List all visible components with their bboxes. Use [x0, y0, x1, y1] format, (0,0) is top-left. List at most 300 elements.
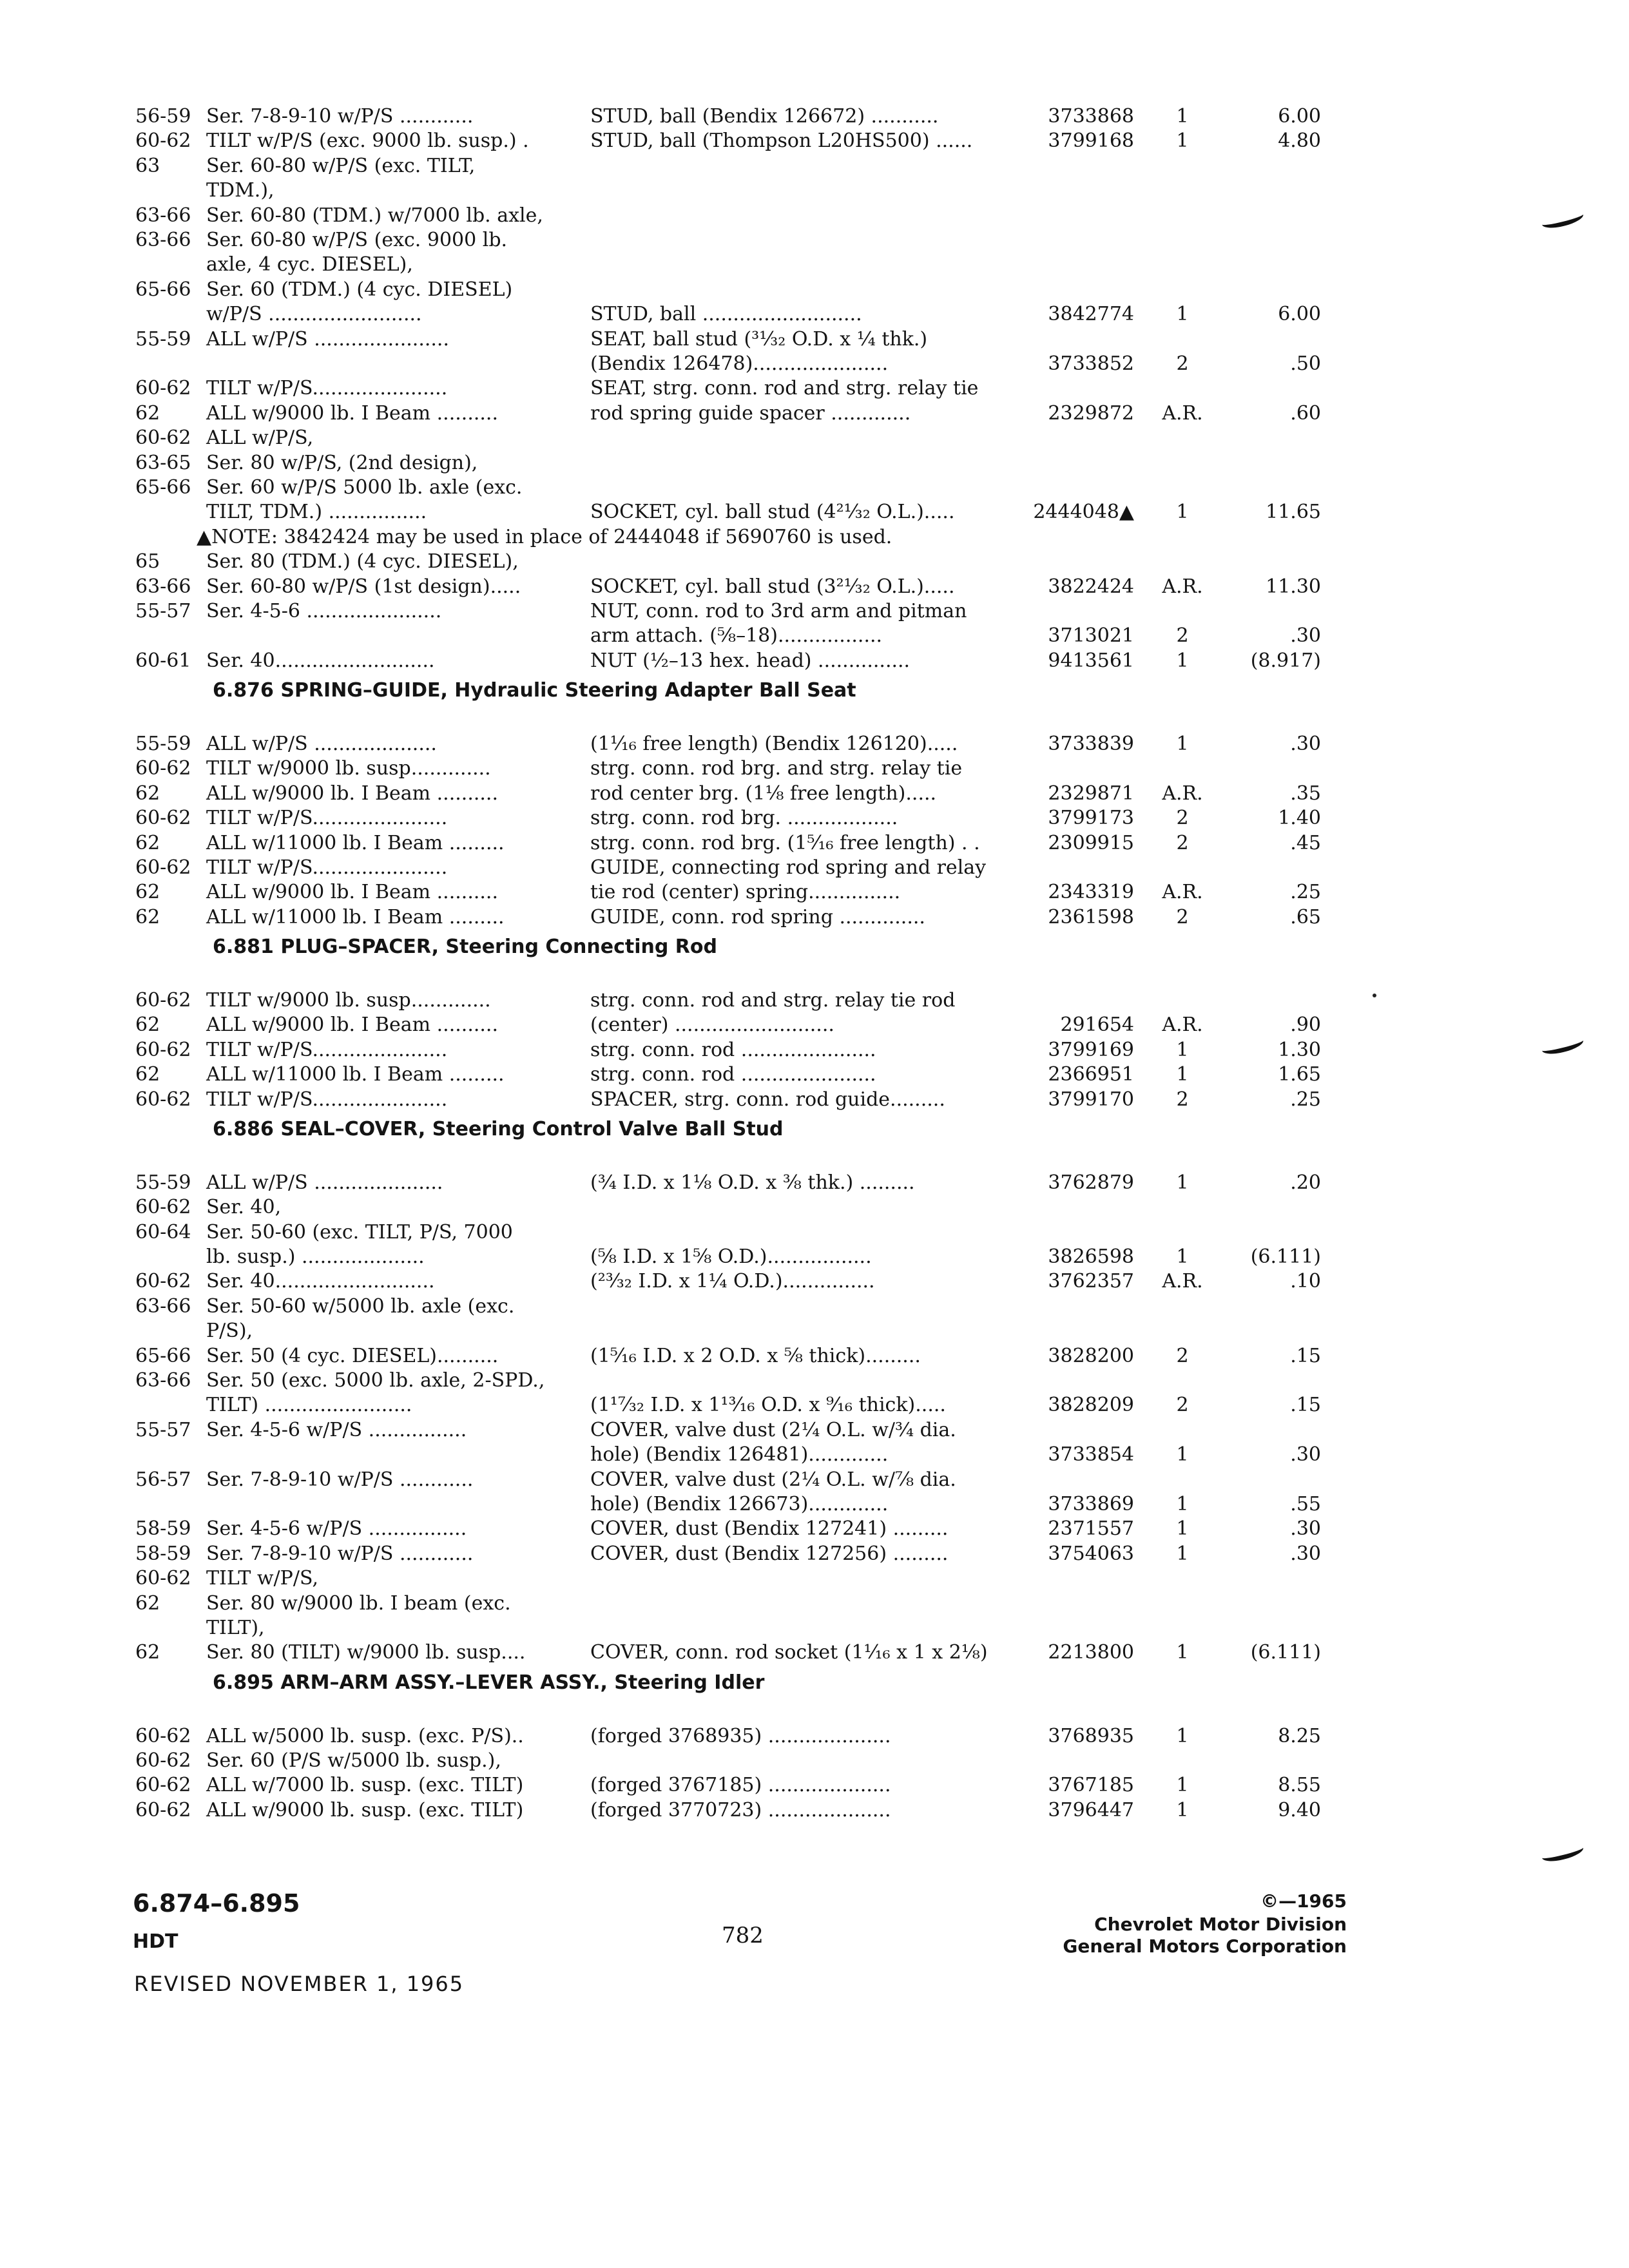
application: Ser. 60-80 w/P/S (1st design)..... [206, 575, 521, 598]
part-row [135, 1542, 1360, 1566]
binding-mark [1540, 1841, 1585, 1864]
quantity: A.R. [1162, 575, 1203, 598]
part-description: (1⁵⁄₁₆ I.D. x 2 O.D. x ⅝ thick)......... [590, 1345, 921, 1367]
part-row [135, 426, 1360, 450]
part-number: 291654 [1060, 1014, 1134, 1036]
quantity: 1 [1176, 1641, 1189, 1664]
model-years: 60-62 [135, 856, 191, 879]
model-years: 63-66 [135, 1369, 191, 1392]
part-number: 2213800 [1048, 1641, 1134, 1664]
part-description: STUD, ball .......................... [590, 303, 862, 325]
application: TILT), [206, 1617, 265, 1639]
part-description: (forged 3767185) .................... [590, 1774, 891, 1796]
part-number: 2329872 [1048, 402, 1134, 425]
part-description: SOCKET, cyl. ball stud (4²¹⁄₃₂ O.L.)..... [590, 501, 955, 523]
part-description: strg. conn. rod ...................... [590, 1039, 876, 1061]
part-description: SPACER, strg. conn. rod guide......... [590, 1088, 945, 1111]
part-description: STUD, ball (Bendix 126672) ........... [590, 105, 939, 128]
application: Ser. 60 w/P/S 5000 lb. axle (exc. [206, 476, 523, 499]
application: Ser. 40, [206, 1196, 282, 1218]
price: .50 [1290, 352, 1321, 375]
part-description: strg. conn. rod and strg. relay tie rod [590, 989, 956, 1012]
application: ALL w/9000 lb. I Beam .......... [206, 1014, 499, 1036]
part-description: hole) (Bendix 126673)............. [590, 1493, 889, 1515]
application: ALL w/11000 lb. I Beam ......... [206, 832, 505, 854]
part-number: 2361598 [1048, 906, 1134, 928]
part-description: rod spring guide spacer ............. [590, 402, 911, 425]
model-years: 60-62 [135, 989, 191, 1012]
application: lb. susp.) .................... [206, 1245, 425, 1268]
price: .20 [1290, 1171, 1321, 1194]
model-years: 58-59 [135, 1517, 191, 1540]
model-years: 65-66 [135, 278, 191, 301]
application: TILT w/P/S...................... [206, 1088, 448, 1111]
application: Ser. 40.......................... [206, 649, 435, 672]
price: .30 [1290, 733, 1321, 755]
part-row [135, 1369, 1360, 1393]
part-number: 3799168 [1048, 130, 1134, 152]
model-years: 60-62 [135, 130, 191, 152]
price: 4.80 [1278, 130, 1321, 152]
application: Ser. 4-5-6 w/P/S ................ [206, 1419, 467, 1441]
part-row [135, 476, 1360, 500]
part-description: hole) (Bendix 126481)............. [590, 1443, 889, 1466]
application: TILT w/9000 lb. susp............. [206, 989, 491, 1012]
model-years: 65-66 [135, 1345, 191, 1367]
part-row [135, 278, 1360, 302]
application: ALL w/11000 lb. I Beam ......... [206, 906, 505, 928]
part-row [135, 1566, 1360, 1591]
part-row [135, 624, 1360, 648]
application: ALL w/9000 lb. I Beam .......... [206, 402, 499, 425]
part-number: 3754063 [1048, 1542, 1134, 1565]
quantity: 1 [1176, 1774, 1189, 1796]
part-number: 3828209 [1048, 1394, 1134, 1416]
part-row [135, 253, 1360, 277]
application: ALL w/P/S ...................... [206, 328, 450, 351]
application: Ser. 4-5-6 ...................... [206, 600, 442, 622]
part-number: 2309915 [1048, 832, 1134, 854]
part-number: 2343319 [1048, 881, 1134, 903]
part-description: strg. conn. rod ...................... [590, 1063, 876, 1086]
quantity: 2 [1176, 1345, 1189, 1367]
part-description: strg. conn. rod brg. .................. [590, 807, 898, 829]
application: ALL w/9000 lb. I Beam .......... [206, 782, 499, 805]
application: Ser. 60-80 (TDM.) w/7000 lb. axle, [206, 204, 543, 227]
part-number: 3796447 [1048, 1799, 1134, 1821]
application: ALL w/P/S .................... [206, 733, 437, 755]
model-years: 63 [135, 155, 160, 177]
model-years: 55-57 [135, 1419, 191, 1441]
application: TDM.), [206, 179, 275, 202]
part-row [135, 1319, 1360, 1343]
section-heading: 6.876 SPRING–GUIDE, Hydraulic Steering Adapter Ball Seat [213, 679, 856, 702]
part-row [135, 1013, 1360, 1037]
part-row [135, 756, 1360, 781]
model-years: 55-59 [135, 328, 191, 351]
application: Ser. 7-8-9-10 w/P/S ............ [206, 1468, 474, 1491]
price: .90 [1290, 1014, 1321, 1036]
quantity: 2 [1176, 352, 1189, 375]
model-years: 60-62 [135, 377, 191, 399]
model-years: 63-66 [135, 204, 191, 227]
page-number: 782 [722, 1923, 764, 1948]
model-years: 60-62 [135, 1088, 191, 1111]
part-description: (center) .......................... [590, 1014, 834, 1036]
quantity: 1 [1176, 733, 1189, 755]
part-description: COVER, conn. rod socket (1¹⁄₁₆ x 1 x 2⅛) [590, 1641, 988, 1664]
application: Ser. 40.......................... [206, 1270, 435, 1293]
model-years: 60-62 [135, 1039, 191, 1061]
model-years: 60-62 [135, 427, 191, 449]
quantity: 1 [1176, 1799, 1189, 1821]
price: .30 [1290, 1542, 1321, 1565]
model-years: 60-62 [135, 1774, 191, 1796]
application: ALL w/P/S ..................... [206, 1171, 443, 1194]
part-number: 3713021 [1048, 624, 1134, 647]
price: .60 [1290, 402, 1321, 425]
part-description: (1¹⁄₁₆ free length) (Bendix 126120)..... [590, 733, 958, 755]
price: .35 [1290, 782, 1321, 805]
model-years: 60-64 [135, 1221, 191, 1244]
model-years: 63-66 [135, 229, 191, 251]
part-row [135, 806, 1360, 831]
part-description: rod center brg. (1⅛ free length)..... [590, 782, 937, 805]
quantity: 1 [1176, 1443, 1189, 1466]
model-years: 62 [135, 782, 160, 805]
part-description: GUIDE, conn. rod spring .............. [590, 906, 925, 928]
part-number: 3762357 [1048, 1270, 1134, 1293]
model-years: 65-66 [135, 476, 191, 499]
part-description: COVER, valve dust (2¼ O.L. w/⅞ dia. [590, 1468, 956, 1491]
part-row [135, 1294, 1360, 1319]
application: ALL w/7000 lb. susp. (exc. TILT) [206, 1774, 524, 1796]
part-description: NUT (½–13 hex. head) ............... [590, 649, 911, 672]
price: .15 [1290, 1394, 1321, 1416]
part-row [135, 1640, 1360, 1665]
application: TILT w/P/S (exc. 9000 lb. susp.) . [206, 130, 529, 152]
quantity: 1 [1176, 1493, 1189, 1515]
application: Ser. 50-60 w/5000 lb. axle (exc. [206, 1295, 515, 1318]
model-years: 55-57 [135, 600, 191, 622]
price: 1.40 [1278, 807, 1321, 829]
part-row [135, 1517, 1360, 1541]
quantity: A.R. [1162, 1270, 1203, 1293]
price: .15 [1290, 1345, 1321, 1367]
part-row [135, 1749, 1360, 1773]
model-years: 62 [135, 1592, 160, 1615]
part-number: 3733869 [1048, 1493, 1134, 1515]
price: 11.65 [1266, 501, 1321, 523]
part-description: (⅝ I.D. x 1⅝ O.D.)................. [590, 1245, 872, 1268]
section-heading: 6.886 SEAL–COVER, Steering Control Valve Ball Stud [213, 1118, 784, 1140]
price: 6.00 [1278, 105, 1321, 128]
application: Ser. 50 (4 cyc. DIESEL).......... [206, 1345, 499, 1367]
model-years: 60-62 [135, 1270, 191, 1293]
part-number: 3768935 [1048, 1725, 1134, 1747]
price: .10 [1290, 1270, 1321, 1293]
note-row [135, 525, 1360, 550]
price: 1.65 [1278, 1063, 1321, 1086]
part-row [135, 649, 1360, 673]
copyright: ©—1965 [1260, 1890, 1347, 1912]
model-years: 60-62 [135, 1196, 191, 1218]
application: Ser. 80 (TDM.) (4 cyc. DIESEL), [206, 550, 519, 573]
application: Ser. 60-80 w/P/S (exc. TILT, [206, 155, 476, 177]
division-name: Chevrolet Motor Division [1094, 1914, 1347, 1935]
part-description: (¾ I.D. x 1⅛ O.D. x ⅜ thk.) ......... [590, 1171, 915, 1194]
application: TILT w/P/S...................... [206, 1039, 448, 1061]
model-years: 58-59 [135, 1542, 191, 1565]
part-number: 2371557 [1048, 1517, 1134, 1540]
part-row [135, 178, 1360, 203]
part-row [135, 905, 1360, 930]
quantity: 1 [1176, 303, 1189, 325]
price: 8.25 [1278, 1725, 1321, 1747]
part-description: SEAT, strg. conn. rod and strg. relay tie [590, 377, 979, 399]
quantity: 2 [1176, 624, 1189, 647]
application: Ser. 50 (exc. 5000 lb. axle, 2-SPD., [206, 1369, 545, 1392]
part-row [135, 500, 1360, 524]
application: Ser. 50-60 (exc. TILT, P/S, 7000 [206, 1221, 513, 1244]
part-row [135, 376, 1360, 401]
part-description: (1¹⁷⁄₃₂ I.D. x 1¹³⁄₁₆ O.D. x ⁹⁄₁₆ thick)..... [590, 1394, 946, 1416]
model-years: 60-62 [135, 1799, 191, 1821]
quantity: 2 [1176, 807, 1189, 829]
price: .25 [1290, 1088, 1321, 1111]
part-row [135, 1245, 1360, 1269]
application: Ser. 60 (TDM.) (4 cyc. DIESEL) [206, 278, 513, 301]
model-years: 62 [135, 1063, 160, 1086]
part-row [135, 732, 1360, 756]
section-heading: 6.895 ARM–ARM ASSY.–LEVER ASSY., Steering Idler [213, 1671, 765, 1694]
revision-date: REVISED NOVEMBER 1, 1965 [134, 1972, 465, 1996]
model-years: 55-59 [135, 733, 191, 755]
part-row [135, 988, 1360, 1013]
quantity: 1 [1176, 1245, 1189, 1268]
part-number: 2444048▲ [1033, 501, 1134, 523]
application: TILT) ........................ [206, 1394, 412, 1416]
part-row [135, 401, 1360, 426]
model-years: 62 [135, 1641, 160, 1664]
part-description: (forged 3770723) .................... [590, 1799, 891, 1821]
part-number: 3799170 [1048, 1088, 1134, 1111]
quantity: 1 [1176, 649, 1189, 672]
part-number: 2366951 [1048, 1063, 1134, 1086]
part-description: strg. conn. rod brg. and strg. relay tie [590, 757, 963, 780]
quantity: 2 [1176, 906, 1189, 928]
catalog-code: HDT [133, 1930, 178, 1953]
application: TILT w/P/S...................... [206, 377, 448, 399]
binding-mark [1540, 1033, 1585, 1057]
part-row [135, 575, 1360, 599]
part-description: (forged 3768935) .................... [590, 1725, 891, 1747]
part-description: (Bendix 126478)...................... [590, 352, 889, 375]
part-row [135, 1418, 1360, 1443]
part-number: 3842774 [1048, 303, 1134, 325]
part-row [135, 1195, 1360, 1220]
part-description: COVER, dust (Bendix 127256) ......... [590, 1542, 949, 1565]
quantity: 1 [1176, 1063, 1189, 1086]
application: ALL w/P/S, [206, 427, 314, 449]
price: .30 [1290, 1443, 1321, 1466]
application: Ser. 7-8-9-10 w/P/S ............ [206, 1542, 474, 1565]
part-row [135, 1344, 1360, 1369]
price: 11.30 [1266, 575, 1321, 598]
part-number: 3767185 [1048, 1774, 1134, 1796]
quantity: 2 [1176, 1088, 1189, 1111]
quantity: 1 [1176, 1171, 1189, 1194]
price: .65 [1290, 906, 1321, 928]
model-years: 62 [135, 906, 160, 928]
part-description: COVER, dust (Bendix 127241) ......... [590, 1517, 949, 1540]
quantity: 1 [1176, 130, 1189, 152]
part-row [135, 204, 1360, 228]
application: TILT, TDM.) ................ [206, 501, 427, 523]
part-description: (²³⁄₃₂ I.D. x 1¼ O.D.)............... [590, 1270, 875, 1293]
part-number: 3822424 [1048, 575, 1134, 598]
model-years: 60-62 [135, 757, 191, 780]
quantity: A.R. [1162, 1014, 1203, 1036]
part-row [135, 1468, 1360, 1492]
part-row [135, 880, 1360, 905]
part-number: 3733868 [1048, 105, 1134, 128]
model-years: 65 [135, 550, 160, 573]
part-row [135, 1269, 1360, 1294]
part-number: 3826598 [1048, 1245, 1134, 1268]
part-number: 3799173 [1048, 807, 1134, 829]
quantity: A.R. [1162, 402, 1203, 425]
model-years: 62 [135, 402, 160, 425]
part-description: tie rod (center) spring............... [590, 881, 901, 903]
part-row [135, 228, 1360, 253]
part-description: arm attach. (⅝–18)................. [590, 624, 883, 647]
application: ALL w/9000 lb. susp. (exc. TILT) [206, 1799, 524, 1821]
quantity: 2 [1176, 1394, 1189, 1416]
model-years: 60-62 [135, 1725, 191, 1747]
application: Ser. 60-80 w/P/S (exc. 9000 lb. [206, 229, 508, 251]
model-years: 60-62 [135, 1567, 191, 1590]
part-description: SEAT, ball stud (³¹⁄₃₂ O.D. x ¼ thk.) [590, 328, 928, 351]
part-number: 3799169 [1048, 1039, 1134, 1061]
quantity: 1 [1176, 1542, 1189, 1565]
part-row [135, 129, 1360, 153]
model-years: 63-66 [135, 1295, 191, 1318]
part-row [135, 1616, 1360, 1640]
part-row [135, 352, 1360, 376]
part-row [135, 856, 1360, 880]
binding-mark [1540, 207, 1585, 231]
part-row [135, 1062, 1360, 1087]
application: P/S), [206, 1320, 253, 1342]
model-years: 55-59 [135, 1171, 191, 1194]
application: TILT w/P/S, [206, 1567, 318, 1590]
part-row [135, 1443, 1360, 1467]
note-text: ▲NOTE: 3842424 may be used in place of 2444048 if 5690760 is used. [197, 526, 892, 548]
model-years: 62 [135, 832, 160, 854]
price: 1.30 [1278, 1039, 1321, 1061]
model-years: 63-65 [135, 452, 191, 474]
price: 8.55 [1278, 1774, 1321, 1796]
page-section-range: 6.874–6.895 [133, 1889, 300, 1917]
price: (8.917) [1250, 649, 1321, 672]
part-description: NUT, conn. rod to 3rd arm and pitman [590, 600, 967, 622]
quantity: 2 [1176, 832, 1189, 854]
speck [1373, 994, 1376, 997]
application: Ser. 7-8-9-10 w/P/S ............ [206, 105, 474, 128]
application: ALL w/5000 lb. susp. (exc. P/S).. [206, 1725, 524, 1747]
quantity: 1 [1176, 1517, 1189, 1540]
application: ALL w/11000 lb. I Beam ......... [206, 1063, 505, 1086]
part-row [135, 1492, 1360, 1517]
part-row [135, 1591, 1360, 1616]
application: w/P/S ......................... [206, 303, 422, 325]
part-number: 9413561 [1048, 649, 1134, 672]
part-number: 3733839 [1048, 733, 1134, 755]
quantity: 1 [1176, 105, 1189, 128]
price: (6.111) [1250, 1245, 1321, 1268]
application: Ser. 60 (P/S w/5000 lb. susp.), [206, 1749, 501, 1772]
application: ALL w/9000 lb. I Beam .......... [206, 881, 499, 903]
part-number: 3733852 [1048, 352, 1134, 375]
price: .30 [1290, 624, 1321, 647]
part-row [135, 1171, 1360, 1195]
price: 6.00 [1278, 303, 1321, 325]
application: axle, 4 cyc. DIESEL), [206, 253, 413, 276]
section-heading: 6.881 PLUG–SPACER, Steering Connecting Rod [213, 936, 717, 958]
application: Ser. 80 w/P/S, (2nd design), [206, 452, 478, 474]
quantity: 1 [1176, 1039, 1189, 1061]
application: TILT w/P/S...................... [206, 856, 448, 879]
model-years: 56-59 [135, 105, 191, 128]
price: .25 [1290, 881, 1321, 903]
quantity: A.R. [1162, 881, 1203, 903]
price: .55 [1290, 1493, 1321, 1515]
model-years: 63-66 [135, 575, 191, 598]
part-description: COVER, valve dust (2¼ O.L. w/¾ dia. [590, 1419, 956, 1441]
application: Ser. 80 (TILT) w/9000 lb. susp.... [206, 1641, 526, 1664]
model-years: 62 [135, 881, 160, 903]
model-years: 56-57 [135, 1468, 191, 1491]
application: TILT w/9000 lb. susp............. [206, 757, 491, 780]
part-number: 3828200 [1048, 1345, 1134, 1367]
price: (6.111) [1250, 1641, 1321, 1664]
application: Ser. 80 w/9000 lb. I beam (exc. [206, 1592, 511, 1615]
part-description: SOCKET, cyl. ball stud (3²¹⁄₃₂ O.L.)..... [590, 575, 955, 598]
quantity: 1 [1176, 501, 1189, 523]
part-row [135, 599, 1360, 624]
price: 9.40 [1278, 1799, 1321, 1821]
quantity: A.R. [1162, 782, 1203, 805]
part-row [135, 302, 1360, 327]
part-row [135, 154, 1360, 178]
application: TILT w/P/S...................... [206, 807, 448, 829]
quantity: 1 [1176, 1725, 1189, 1747]
model-years: 60-61 [135, 649, 191, 672]
model-years: 60-62 [135, 807, 191, 829]
part-row [135, 1393, 1360, 1418]
application: Ser. 4-5-6 w/P/S ................ [206, 1517, 467, 1540]
part-row [135, 1773, 1360, 1798]
part-row [135, 1724, 1360, 1749]
part-number: 3762879 [1048, 1171, 1134, 1194]
part-row [135, 1088, 1360, 1112]
model-years: 62 [135, 1014, 160, 1036]
part-row [135, 104, 1360, 129]
part-description: GUIDE, connecting rod spring and relay [590, 856, 987, 879]
part-number: 3733854 [1048, 1443, 1134, 1466]
part-row [135, 550, 1360, 574]
